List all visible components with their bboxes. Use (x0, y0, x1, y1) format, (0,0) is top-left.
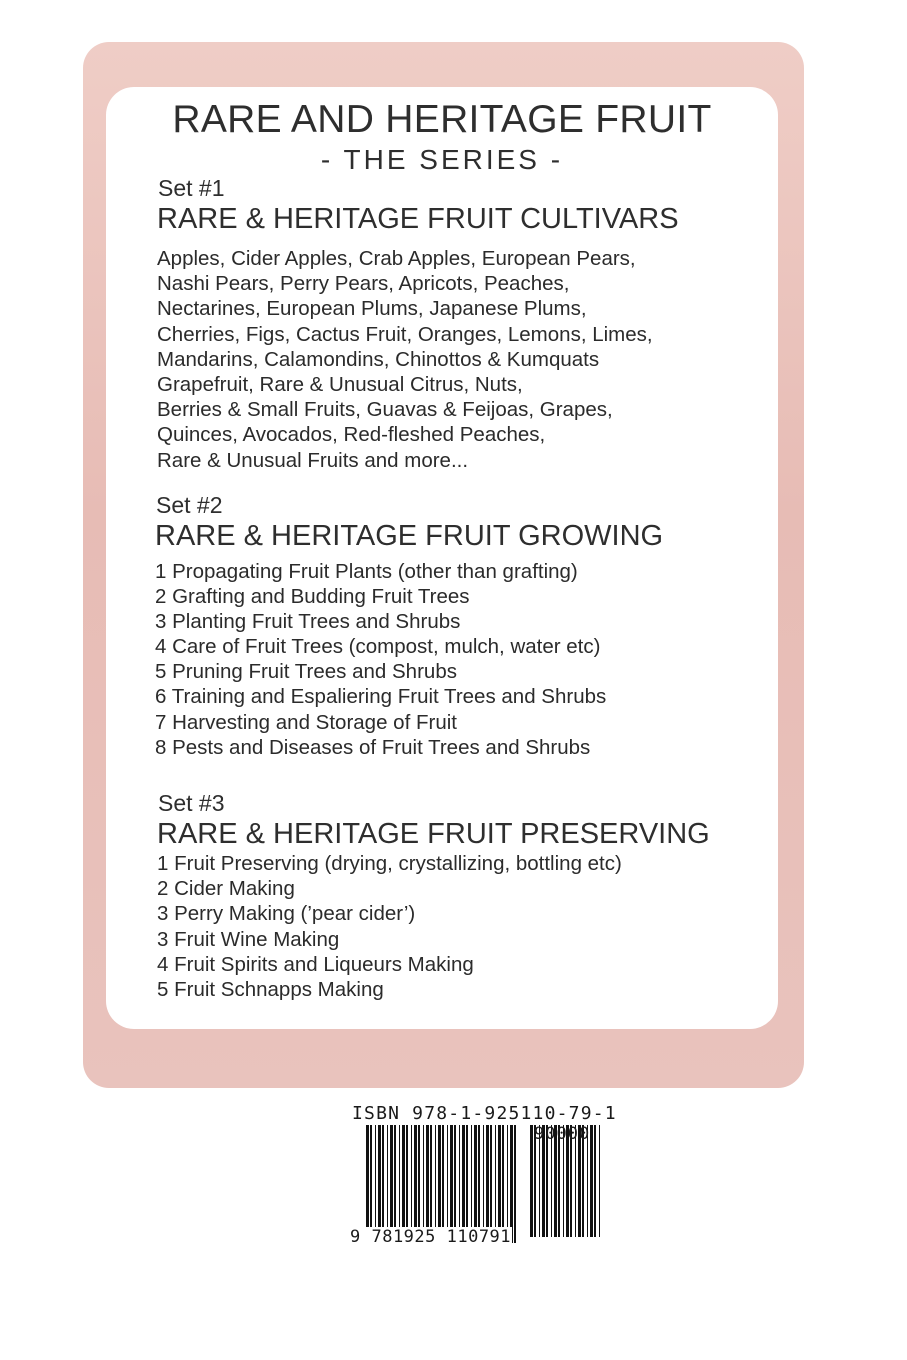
barcode-bar (507, 1125, 508, 1243)
barcode-bar (435, 1125, 436, 1243)
list-item: Apples, Cider Apples, Crab Apples, European Pears, (157, 247, 636, 270)
barcode-bar (450, 1125, 453, 1243)
list-item: 3 Perry Making (’pear cider’) (157, 902, 416, 926)
barcode-bar (486, 1125, 489, 1243)
barcode-bar (402, 1125, 405, 1243)
barcode-bar (599, 1125, 600, 1237)
barcode-bar (390, 1125, 393, 1243)
barcode-bar (459, 1125, 460, 1243)
list-item: 5 Fruit Schnapps Making (157, 978, 384, 1002)
barcode-bar (454, 1125, 456, 1243)
series-subtitle: - THE SERIES - (320, 144, 564, 175)
set-1-heading: RARE & HERITAGE FRUIT CULTIVARS (157, 203, 679, 235)
list-item: 4 Fruit Spirits and Liqueurs Making (157, 952, 474, 976)
list-item: 5 Pruning Fruit Trees and Shrubs (155, 660, 457, 684)
barcode-bar (594, 1125, 596, 1237)
list-item: 3 Planting Fruit Trees and Shrubs (155, 610, 461, 634)
barcode-bar (490, 1125, 492, 1243)
list-item: Berries & Small Fruits, Guavas & Feijoas, Grapes, (157, 398, 613, 422)
barcode-bar (418, 1125, 420, 1243)
barcode-bar (366, 1125, 369, 1243)
price-code: 90000 (534, 1124, 591, 1144)
series-title: RARE AND HERITAGE FRUIT (172, 98, 712, 141)
barcode-bar (406, 1125, 408, 1243)
barcode-bar (447, 1125, 448, 1243)
list-item: 2 Grafting and Budding Fruit Trees (155, 585, 470, 609)
isbn-number: ISBN 978-1-925110-79-1 (352, 1103, 617, 1124)
barcode-bar (387, 1125, 388, 1243)
list-item: Nectarines, European Plums, Japanese Plums, (157, 297, 587, 321)
barcode-bar (510, 1125, 513, 1243)
list-item: Nashi Pears, Perry Pears, Apricots, Peaches, (157, 272, 570, 296)
list-item: 2 Cider Making (157, 877, 295, 901)
list-item: Mandarins, Calamondins, Chinottos & Kumquats (157, 347, 600, 371)
barcode-bar (471, 1125, 472, 1243)
list-item: Rare & Unusual Fruits and more... (157, 448, 469, 472)
barcode-bar (474, 1125, 477, 1243)
list-item: Cherries, Figs, Cactus Fruit, Oranges, Lemons, Limes, (157, 322, 653, 346)
set-2-label: Set #2 (156, 492, 223, 518)
barcode-bar (466, 1125, 468, 1243)
barcode-bar (530, 1125, 533, 1237)
barcode-bar (411, 1125, 412, 1243)
set-1-list (157, 246, 653, 473)
list-item: 4 Care of Fruit Trees (compost, mulch, water etc) (155, 635, 601, 659)
barcode-bar (498, 1125, 501, 1243)
barcode-bar (502, 1125, 504, 1243)
ean-digits: 9 781925 110791 (350, 1227, 512, 1247)
barcode-bar (590, 1125, 593, 1237)
set-3-label: Set #3 (158, 790, 225, 816)
list-item: 8 Pests and Diseases of Fruit Trees and Shrubs (155, 735, 591, 759)
set-2-list (155, 559, 606, 760)
set-1-label: Set #1 (158, 175, 225, 201)
list-item: Grapefruit, Rare & Unusual Citrus, Nuts, (157, 373, 523, 397)
barcode-bar (399, 1125, 400, 1243)
barcode-bar (495, 1125, 496, 1243)
list-item: 1 Fruit Preserving (drying, crystallizing, bottling etc) (157, 852, 622, 875)
set-3-heading: RARE & HERITAGE FRUIT PRESERVING (157, 818, 710, 850)
barcode-bar (438, 1125, 441, 1243)
list-item: Quinces, Avocados, Red-fleshed Peaches, (157, 423, 546, 447)
barcode-bar (442, 1125, 444, 1243)
list-item: 1 Propagating Fruit Plants (other than grafting) (155, 560, 578, 583)
barcode-bar (478, 1125, 480, 1243)
list-item: 3 Fruit Wine Making (157, 927, 340, 951)
barcode-bar (378, 1125, 381, 1243)
set-3-list (157, 851, 622, 1002)
barcode-bar (514, 1125, 516, 1243)
barcode-bar (483, 1125, 484, 1243)
barcode-bar (414, 1125, 417, 1243)
barcode-bar (375, 1125, 376, 1243)
barcode-bar (423, 1125, 424, 1243)
barcode-bar (426, 1125, 429, 1243)
set-2-heading: RARE & HERITAGE FRUIT GROWING (155, 520, 664, 552)
list-item: 7 Harvesting and Storage of Fruit (155, 710, 457, 734)
list-item: 6 Training and Espaliering Fruit Trees and Shrubs (155, 685, 607, 709)
barcode-bar (382, 1125, 384, 1243)
barcode-bar (462, 1125, 465, 1243)
barcode-bar (430, 1125, 432, 1243)
barcode-bar (394, 1125, 396, 1243)
barcode-bar (370, 1125, 372, 1243)
